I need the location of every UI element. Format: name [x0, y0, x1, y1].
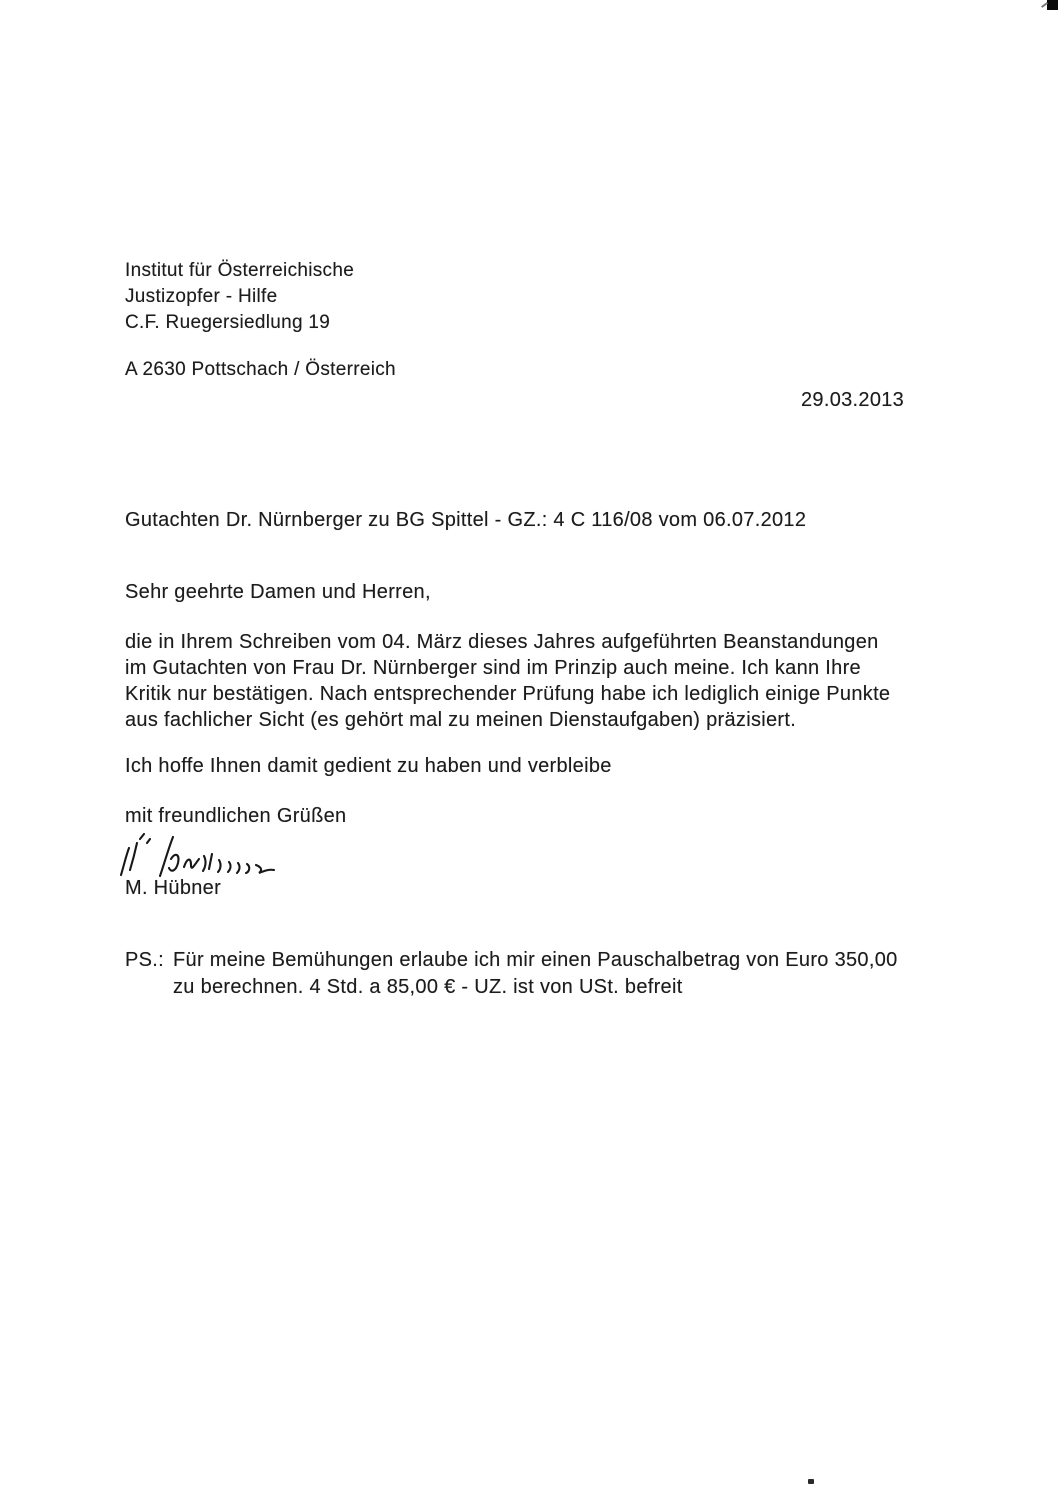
body-line: die in Ihrem Schreiben vom 04. März dieses Jahres aufgeführten Beanstandungen [125, 631, 879, 653]
scan-speck-artifact [808, 1479, 814, 1484]
body-paragraph [125, 629, 890, 733]
address-line: Justizopfer - Hilfe [125, 286, 278, 307]
handwritten-signature [116, 829, 306, 879]
ps-text [173, 947, 898, 1001]
scan-corner-artifact [1047, 0, 1058, 10]
subject-line: Gutachten Dr. Nürnberger zu BG Spittel - GZ.: 4 C 116/08 vom 06.07.2012 [125, 509, 807, 531]
postscript-block [125, 947, 898, 1001]
address-line: Institut für Österreichische [125, 260, 355, 281]
regards-line: mit freundlichen Grüßen [125, 805, 347, 827]
closing-line: Ich hoffe Ihnen damit gedient zu haben und verbleibe [125, 755, 612, 777]
body-line: aus fachlicher Sicht (es gehört mal zu meinen Dienstaufgaben) präzisiert. [125, 709, 797, 731]
ps-line: Für meine Bemühungen erlaube ich mir einen Pauschalbetrag von Euro 350,00 [173, 949, 898, 971]
address-line-country: A 2630 Pottschach / Österreich [125, 359, 396, 380]
body-line: Kritik nur bestätigen. Nach entsprechender Prüfung habe ich lediglich einige Punkte [125, 683, 891, 705]
letter-date: 29.03.2013 [801, 389, 905, 411]
address-line: C.F. Ruegersiedlung 19 [125, 312, 331, 333]
recipient-address-block [125, 258, 396, 383]
salutation: Sehr geehrte Damen und Herren, [125, 581, 431, 603]
ps-line: zu berechnen. 4 Std. a 85,00 € - UZ. ist von USt. befreit [173, 976, 683, 998]
ps-label: PS.: [125, 949, 164, 971]
signer-name: M. Hübner [125, 877, 222, 899]
body-line: im Gutachten von Frau Dr. Nürnberger sind im Prinzip auch meine. Ich kann Ihre [125, 657, 861, 679]
